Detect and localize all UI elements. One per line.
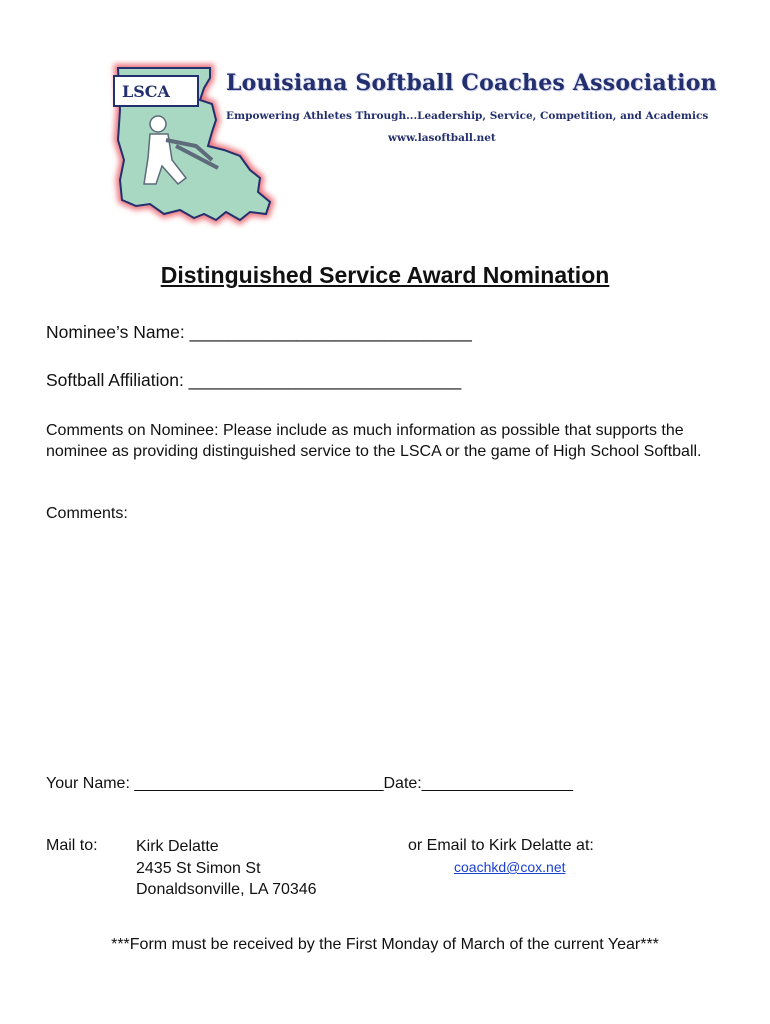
affiliation-field: Softball Affiliation: ____________________________ [46, 370, 462, 390]
your-name-date-field: Your Name: ____________________________Date:_________________ [46, 775, 574, 792]
mailing-street: 2435 St Simon St [136, 859, 261, 877]
org-website: www.lasoftball.net [388, 132, 496, 144]
comments-instructions: Comments on Nominee: Please include as much information as possible that supports the nominee as providing distinguished service to the LSCA or the game of High School Softball. [46, 422, 702, 460]
comments-label: Comments: [46, 505, 128, 522]
mailing-city: Donaldsonville, LA 70346 [136, 881, 317, 898]
deadline-notice: ***Form must be received by the First Monday of March of the current Year*** [111, 936, 659, 953]
nominee-name-field: Nominee’s Name: _____________________________ [46, 322, 472, 342]
page-title: Distinguished Service Award Nomination [160, 262, 610, 288]
logo-lsca-text: LSCA [122, 82, 170, 101]
mailing-address [136, 836, 317, 901]
org-tagline: Empowering Athletes Through...Leadership, Service, Competition, and Academics [226, 110, 709, 122]
header-logo [100, 60, 717, 250]
email-prompt: or Email to Kirk Delatte at: [408, 837, 594, 854]
org-name: Louisiana Softball Coaches Association [226, 70, 717, 96]
mailing-name: Kirk Delatte [136, 838, 219, 855]
mail-to-label: Mail to: [46, 837, 98, 854]
email-link[interactable]: coachkd@cox.net [454, 859, 566, 875]
